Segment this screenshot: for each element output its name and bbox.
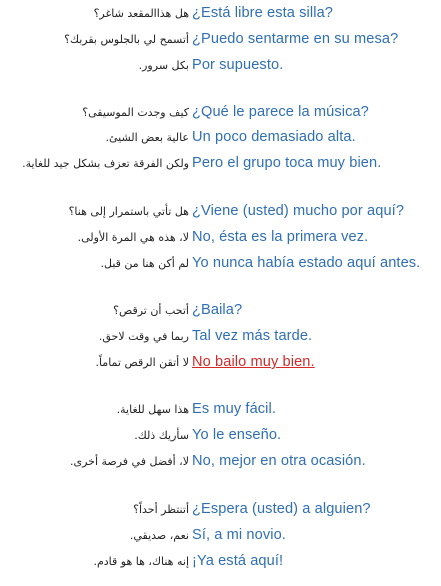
phrase-line bbox=[0, 52, 283, 78]
spanish-text: Es muy fácil. bbox=[192, 401, 277, 417]
arabic-text: عالية بعض الشيئ. bbox=[105, 130, 189, 144]
spanish-text: Yo nunca había estado aquí antes. bbox=[192, 255, 421, 271]
arabic-text: هل تأتي باستمرار إلى هنا؟ bbox=[68, 204, 189, 218]
phrase-line bbox=[0, 522, 286, 548]
spanish-text: ¿Viene (usted) mucho por aquí? bbox=[192, 203, 405, 219]
phrase-line bbox=[0, 496, 371, 522]
arabic-text: لا أتقن الرقص تماماً. bbox=[95, 355, 189, 369]
phrase-line bbox=[0, 448, 366, 474]
phrase-line bbox=[0, 26, 398, 52]
arabic-text: نعم، صديقي. bbox=[129, 528, 189, 542]
spanish-text-link[interactable]: No bailo muy bien. bbox=[192, 354, 315, 370]
spanish-text: ¿Puedo sentarme en su mesa? bbox=[192, 31, 399, 47]
spanish-text: No, mejor en otra ocasión. bbox=[192, 453, 366, 469]
phrase-line bbox=[0, 396, 276, 422]
phrase-line bbox=[0, 224, 368, 250]
arabic-text: لا، أفضل في فرصة أخرى. bbox=[69, 454, 189, 468]
phrase-line bbox=[0, 349, 315, 375]
arabic-text: هل هذاالمقعد شاغر؟ bbox=[93, 6, 189, 20]
phrase-line bbox=[0, 250, 420, 276]
arabic-text: أتنتظر أحداً؟ bbox=[133, 502, 189, 516]
arabic-text: ولكن الفرقة تعزف بشكل جيد للغاية. bbox=[22, 156, 189, 170]
spanish-text: Yo le enseño. bbox=[192, 427, 282, 443]
phrase-line bbox=[0, 548, 283, 574]
spanish-text: ¿Qué le parece la música? bbox=[192, 104, 369, 120]
arabic-text: أتحب أن ترقص؟ bbox=[113, 303, 189, 317]
phrase-line bbox=[0, 150, 381, 176]
arabic-text: هذا سهل للغاية. bbox=[116, 402, 189, 416]
arabic-text: لا، هذه هي المرة الأولى. bbox=[77, 230, 189, 244]
spanish-text: ¿Está libre esta silla? bbox=[192, 5, 333, 21]
spanish-text: ¡Ya está aquí! bbox=[192, 553, 284, 569]
phrase-line bbox=[0, 99, 369, 125]
phrase-line bbox=[0, 124, 356, 150]
phrase-line bbox=[0, 0, 333, 26]
phrase-line bbox=[0, 297, 242, 323]
arabic-text: إنه هناك، ها هو قادم. bbox=[93, 554, 189, 568]
spanish-text: Sí, a mi novio. bbox=[192, 527, 286, 543]
arabic-text: أتسمح لي بالجلوس بقربك؟ bbox=[64, 32, 189, 46]
spanish-text: Pero el grupo toca muy bien. bbox=[192, 155, 382, 171]
spanish-text: No, ésta es la primera vez. bbox=[192, 229, 369, 245]
spanish-text: Por supuesto. bbox=[192, 57, 284, 73]
arabic-text: كيف وجدت الموسيقى؟ bbox=[82, 105, 189, 119]
phrase-line bbox=[0, 198, 404, 224]
arabic-text: لم أكن هنا من قبل. bbox=[100, 256, 189, 270]
arabic-text: ربما في وقت لاحق. bbox=[98, 329, 189, 343]
spanish-text: ¿Espera (usted) a alguien? bbox=[192, 501, 371, 517]
arabic-text: سأريك ذلك. bbox=[134, 428, 189, 442]
spanish-text: Tal vez más tarde. bbox=[192, 328, 313, 344]
spanish-text: ¿Baila? bbox=[192, 302, 243, 318]
spanish-text: Un poco demasiado alta. bbox=[192, 129, 356, 145]
phrase-line bbox=[0, 323, 312, 349]
arabic-text: بكل سرور. bbox=[138, 58, 189, 72]
phrase-line bbox=[0, 422, 281, 448]
